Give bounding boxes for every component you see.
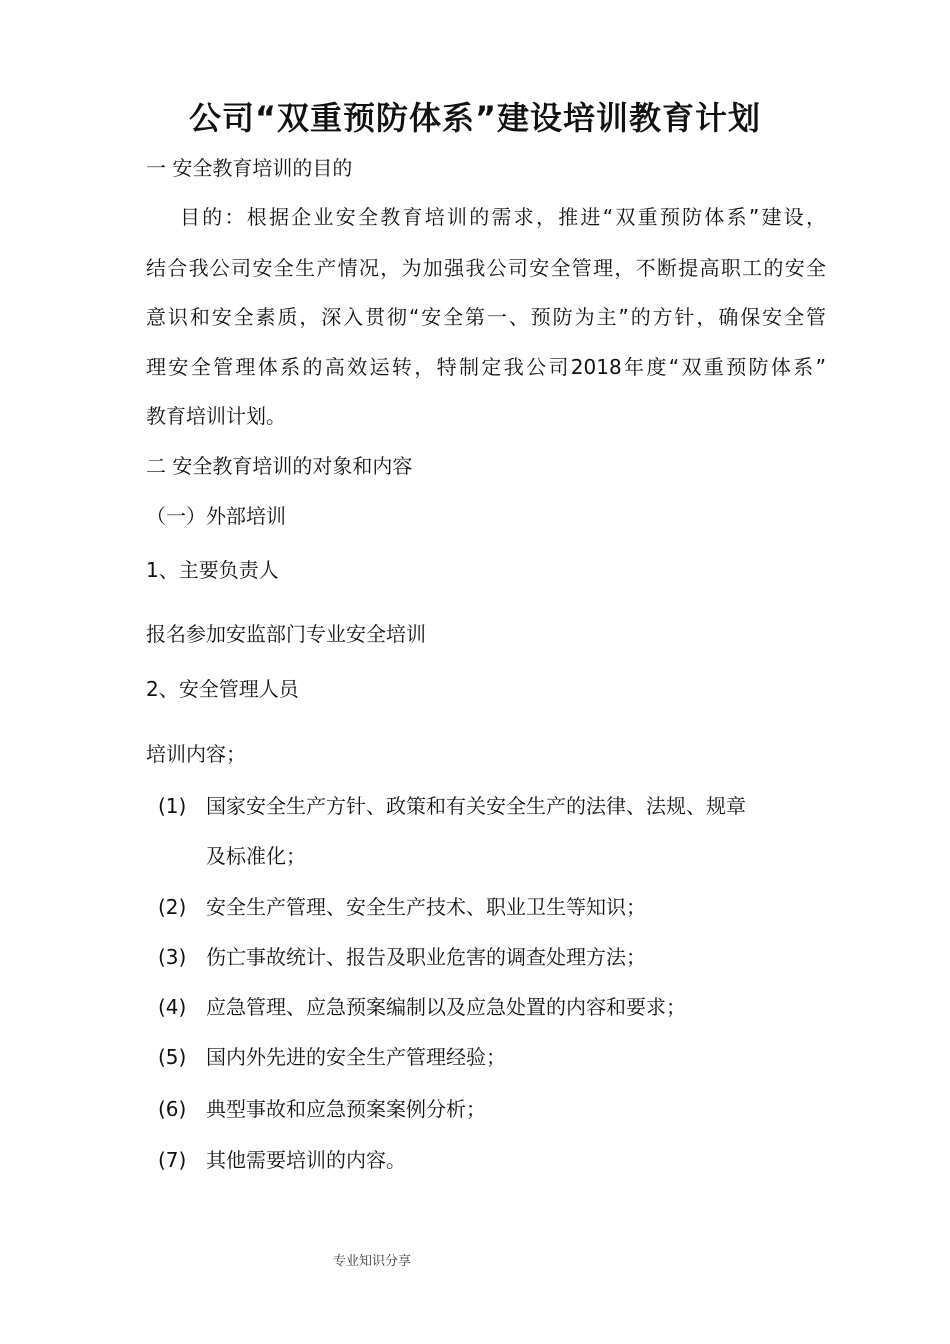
- item1-text: 报名参加安监部门专业安全培训: [146, 622, 426, 646]
- section2-heading: 二 安全教育培训的对象和内容: [146, 454, 413, 478]
- list-item-number: (6): [158, 1097, 187, 1121]
- list-item-number: (4): [158, 995, 187, 1019]
- list-item: [158, 1042, 506, 1072]
- section1-paragraph-line: 目的：根据企业安全教育培训的需求，推进“双重预防体系”建设，: [180, 205, 826, 229]
- list-item-number: (3): [158, 945, 187, 969]
- list-item-number: (5): [158, 1045, 187, 1069]
- list-item: [158, 992, 686, 1022]
- list-item: [158, 892, 646, 922]
- list-item-text: 国家安全生产方针、政策和有关安全生产的法律、法规、规章: [206, 794, 746, 818]
- section1-paragraph-line: 结合我公司安全生产情况，为加强我公司安全管理，不断提高职工的安全: [146, 256, 826, 280]
- list-item: [158, 1145, 406, 1175]
- item2-title: 2、安全管理人员: [146, 677, 299, 701]
- list-item: [158, 942, 646, 972]
- list-item-text: 伤亡事故统计、报告及职业危害的调查处理方法；: [206, 945, 646, 969]
- page-footer: 专业知识分享: [333, 1254, 412, 1269]
- list-item-continuation: 及标准化；: [206, 844, 306, 868]
- item1-title: 1、主要负责人: [146, 558, 279, 582]
- list-item-text: 安全生产管理、安全生产技术、职业卫生等知识；: [206, 895, 646, 919]
- section1-heading: 一 安全教育培训的目的: [146, 156, 353, 180]
- list-item-text: 应急管理、应急预案编制以及应急处置的内容和要求；: [206, 995, 686, 1019]
- section1-paragraph-line: 教育培训计划。: [146, 404, 286, 428]
- list-item-text: 典型事故和应急预案案例分析；: [206, 1097, 486, 1121]
- section1-paragraph-line: 理安全管理体系的高效运转，特制定我公司2018年度“双重预防体系”: [146, 355, 826, 379]
- list-item-text: 其他需要培训的内容。: [206, 1148, 406, 1172]
- list-item: [158, 791, 746, 821]
- list-item: [158, 1094, 486, 1124]
- section1-paragraph-line: 意识和安全素质，深入贯彻“安全第一、预防为主”的方针，确保安全管: [146, 305, 826, 329]
- list-item-number: (2): [158, 895, 187, 919]
- subsection-external-training: （一）外部培训: [146, 504, 286, 528]
- list-item-text: 国内外先进的安全生产管理经验；: [206, 1045, 506, 1069]
- document-title: 公司“双重预防体系”建设培训教育计划: [188, 99, 762, 137]
- list-item-number: (1): [158, 794, 187, 818]
- list-item-number: (7): [158, 1148, 187, 1172]
- content-label: 培训内容；: [146, 742, 246, 766]
